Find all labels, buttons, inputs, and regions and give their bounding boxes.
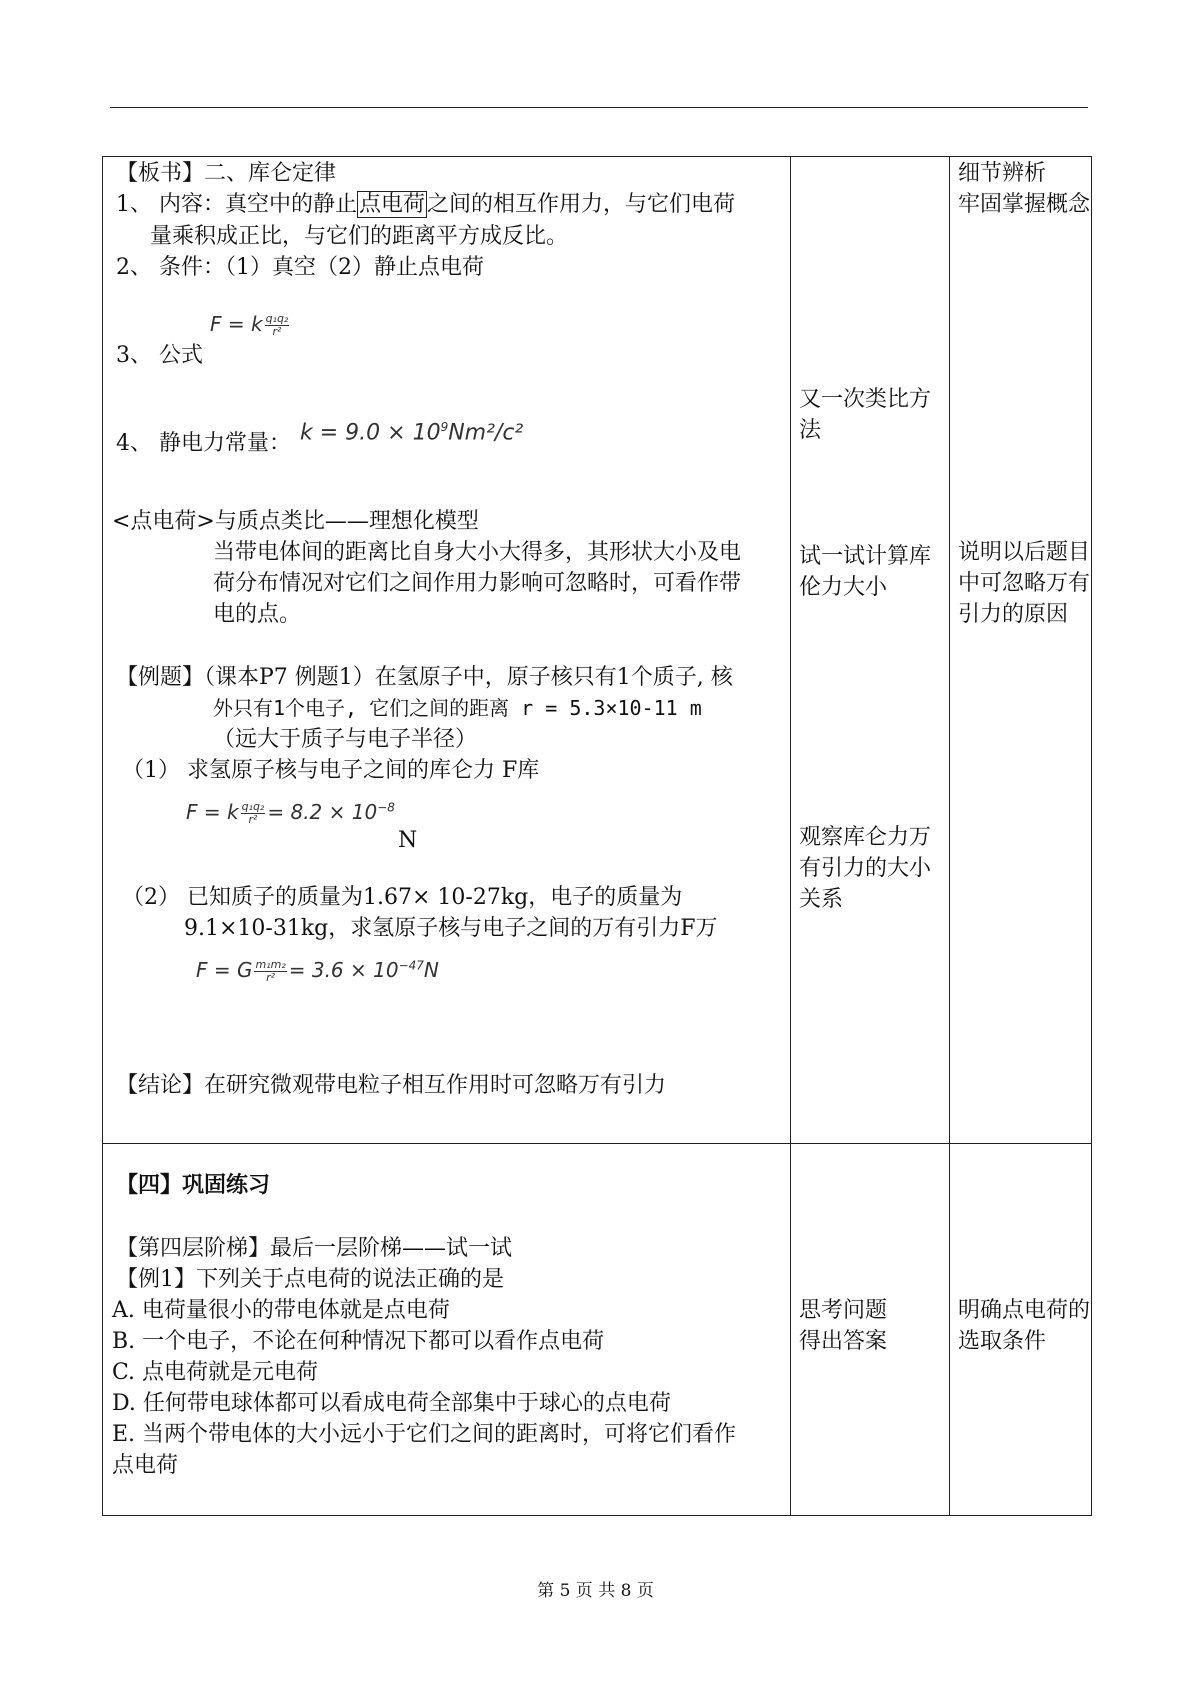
content-line-1 (116, 189, 735, 220)
example1-numerator: q₁q₂ (241, 800, 265, 813)
practice-heading: 【四】巩固练习 (116, 1172, 271, 1198)
middle-observe-1: 观察库仑力万 (799, 825, 932, 850)
example2-denominator: r² (266, 971, 276, 984)
conclusion: 【结论】在研究微观带电粒子相互作用时可忽略万有引力 (116, 1073, 667, 1098)
content-line-2: 量乘积成正比，与它们的距离平方成反比。 (150, 224, 569, 249)
example1-denominator: r² (248, 813, 258, 826)
example1-fraction (241, 801, 266, 826)
constant-formula (300, 420, 523, 445)
formula-fraction (265, 313, 290, 338)
example1-result: = 8.2 × 10 (267, 800, 378, 824)
point-charge-term: 点电荷 (359, 192, 426, 217)
example2-unit: N (423, 958, 439, 982)
column-divider-2 (949, 157, 950, 1515)
formula-label: 3、 公式 (116, 343, 203, 368)
right-detail-2: 牢固掌握概念 (958, 192, 1091, 217)
option-d: D. 任何带电球体都可以看成电荷全部集中于球心的点电荷 (112, 1391, 671, 1416)
example1-exponent: −8 (377, 800, 395, 815)
example-question-2-line-2: 9.1×10-31kg，求氢原子核与电子之间的万有引力F万 (184, 916, 718, 941)
example-line-1: 【例题】（课本P7 例题1）在氢原子中，原子核只有1个质子, 核 (116, 665, 733, 690)
content-post: 之间的相互作用力，与它们电荷 (427, 192, 736, 217)
point-charge-line-1: 当带电体间的距离比自身大小大得多，其形状大小及电 (213, 540, 742, 565)
option-b: B. 一个电子，不论在何种情况下都可以看作点电荷 (112, 1329, 605, 1354)
point-charge-line-2: 荷分布情况对它们之间作用力影响可忽略时，可看作带 (213, 571, 742, 596)
option-e-continued: 点电荷 (112, 1453, 179, 1478)
formula-denominator: r² (272, 325, 282, 338)
right-detail-1: 细节辨析 (958, 161, 1047, 186)
middle-observe-2: 有引力的大小 (799, 856, 932, 881)
column-divider-1 (790, 157, 791, 1515)
example2-fraction (254, 959, 286, 984)
example1-unit: N (398, 828, 418, 853)
option-e: E. 当两个带电体的大小远小于它们之间的距离时，可将它们看作 (112, 1422, 737, 1447)
right-clarify-2: 选取条件 (958, 1329, 1047, 1354)
option-c: C. 点电荷就是元电荷 (112, 1360, 319, 1385)
example2-lhs: F = G (196, 958, 253, 982)
practice-question: 【例1】下列关于点电荷的说法正确的是 (116, 1267, 504, 1292)
coulomb-formula (210, 312, 291, 338)
header-rule (110, 107, 1088, 108)
middle-think-1: 思考问题 (799, 1298, 888, 1323)
option-a: A. 电荷量很小的带电体就是点电荷 (112, 1298, 450, 1323)
right-reason-3: 引力的原因 (958, 602, 1069, 627)
middle-think-2: 得出答案 (799, 1329, 888, 1354)
example2-exponent: −47 (398, 958, 424, 973)
board-title: 【板书】二、库仑定律 (116, 161, 337, 186)
middle-calc-2: 伦力大小 (799, 575, 888, 600)
practice-step: 【第四层阶梯】最后一层阶梯——试一试 (116, 1236, 513, 1261)
example-line-2: 外只有1个电子, 它们之间的距离 r = 5.3×10-11 m (213, 696, 702, 720)
constant-exponent: 9 (440, 420, 449, 434)
formula-numerator: q₁q₂ (265, 312, 289, 325)
right-reason-2: 中可忽略万有 (958, 571, 1091, 596)
example-question-1: （1） 求氢原子核与电子之间的库仑力 F库 (122, 758, 540, 783)
right-reason-1: 说明以后题目 (958, 540, 1091, 565)
point-charge-title: <点电荷>与质点类比——理想化模型 (112, 509, 479, 534)
constant-value: k = 9.0 × 10 (300, 420, 441, 446)
constant-unit: Nm²/c² (448, 420, 524, 446)
example-line-3: （远大于质子与电子半径） (213, 727, 478, 752)
page-footer: 第 5 页 共 8 页 (537, 1581, 654, 1601)
constant-label: 4、 静电力常量： (116, 431, 291, 456)
middle-analogy-1: 又一次类比方 (799, 387, 932, 412)
row-divider (103, 1143, 1091, 1144)
example2-formula (196, 958, 439, 984)
middle-observe-3: 关系 (799, 887, 844, 912)
example2-result: = 3.6 × 10 (288, 958, 399, 982)
point-charge-line-3: 电的点。 (213, 602, 302, 627)
content-pre: 1、 内容：真空中的静止 (116, 192, 357, 217)
middle-calc-1: 试一试计算库 (799, 544, 932, 569)
formula-lhs: F = k (210, 312, 263, 336)
example-question-2-line-1: （2） 已知质子的质量为1.67× 10-27kg，电子的质量为 (122, 885, 683, 910)
example2-numerator: m₁m₂ (255, 958, 286, 971)
example1-formula (186, 800, 395, 826)
condition-line: 2、 条件：（1）真空（2）静止点电荷 (116, 255, 484, 280)
right-clarify-1: 明确点电荷的 (958, 1298, 1091, 1323)
middle-analogy-2: 法 (799, 418, 822, 443)
example1-lhs: F = k (186, 800, 239, 824)
